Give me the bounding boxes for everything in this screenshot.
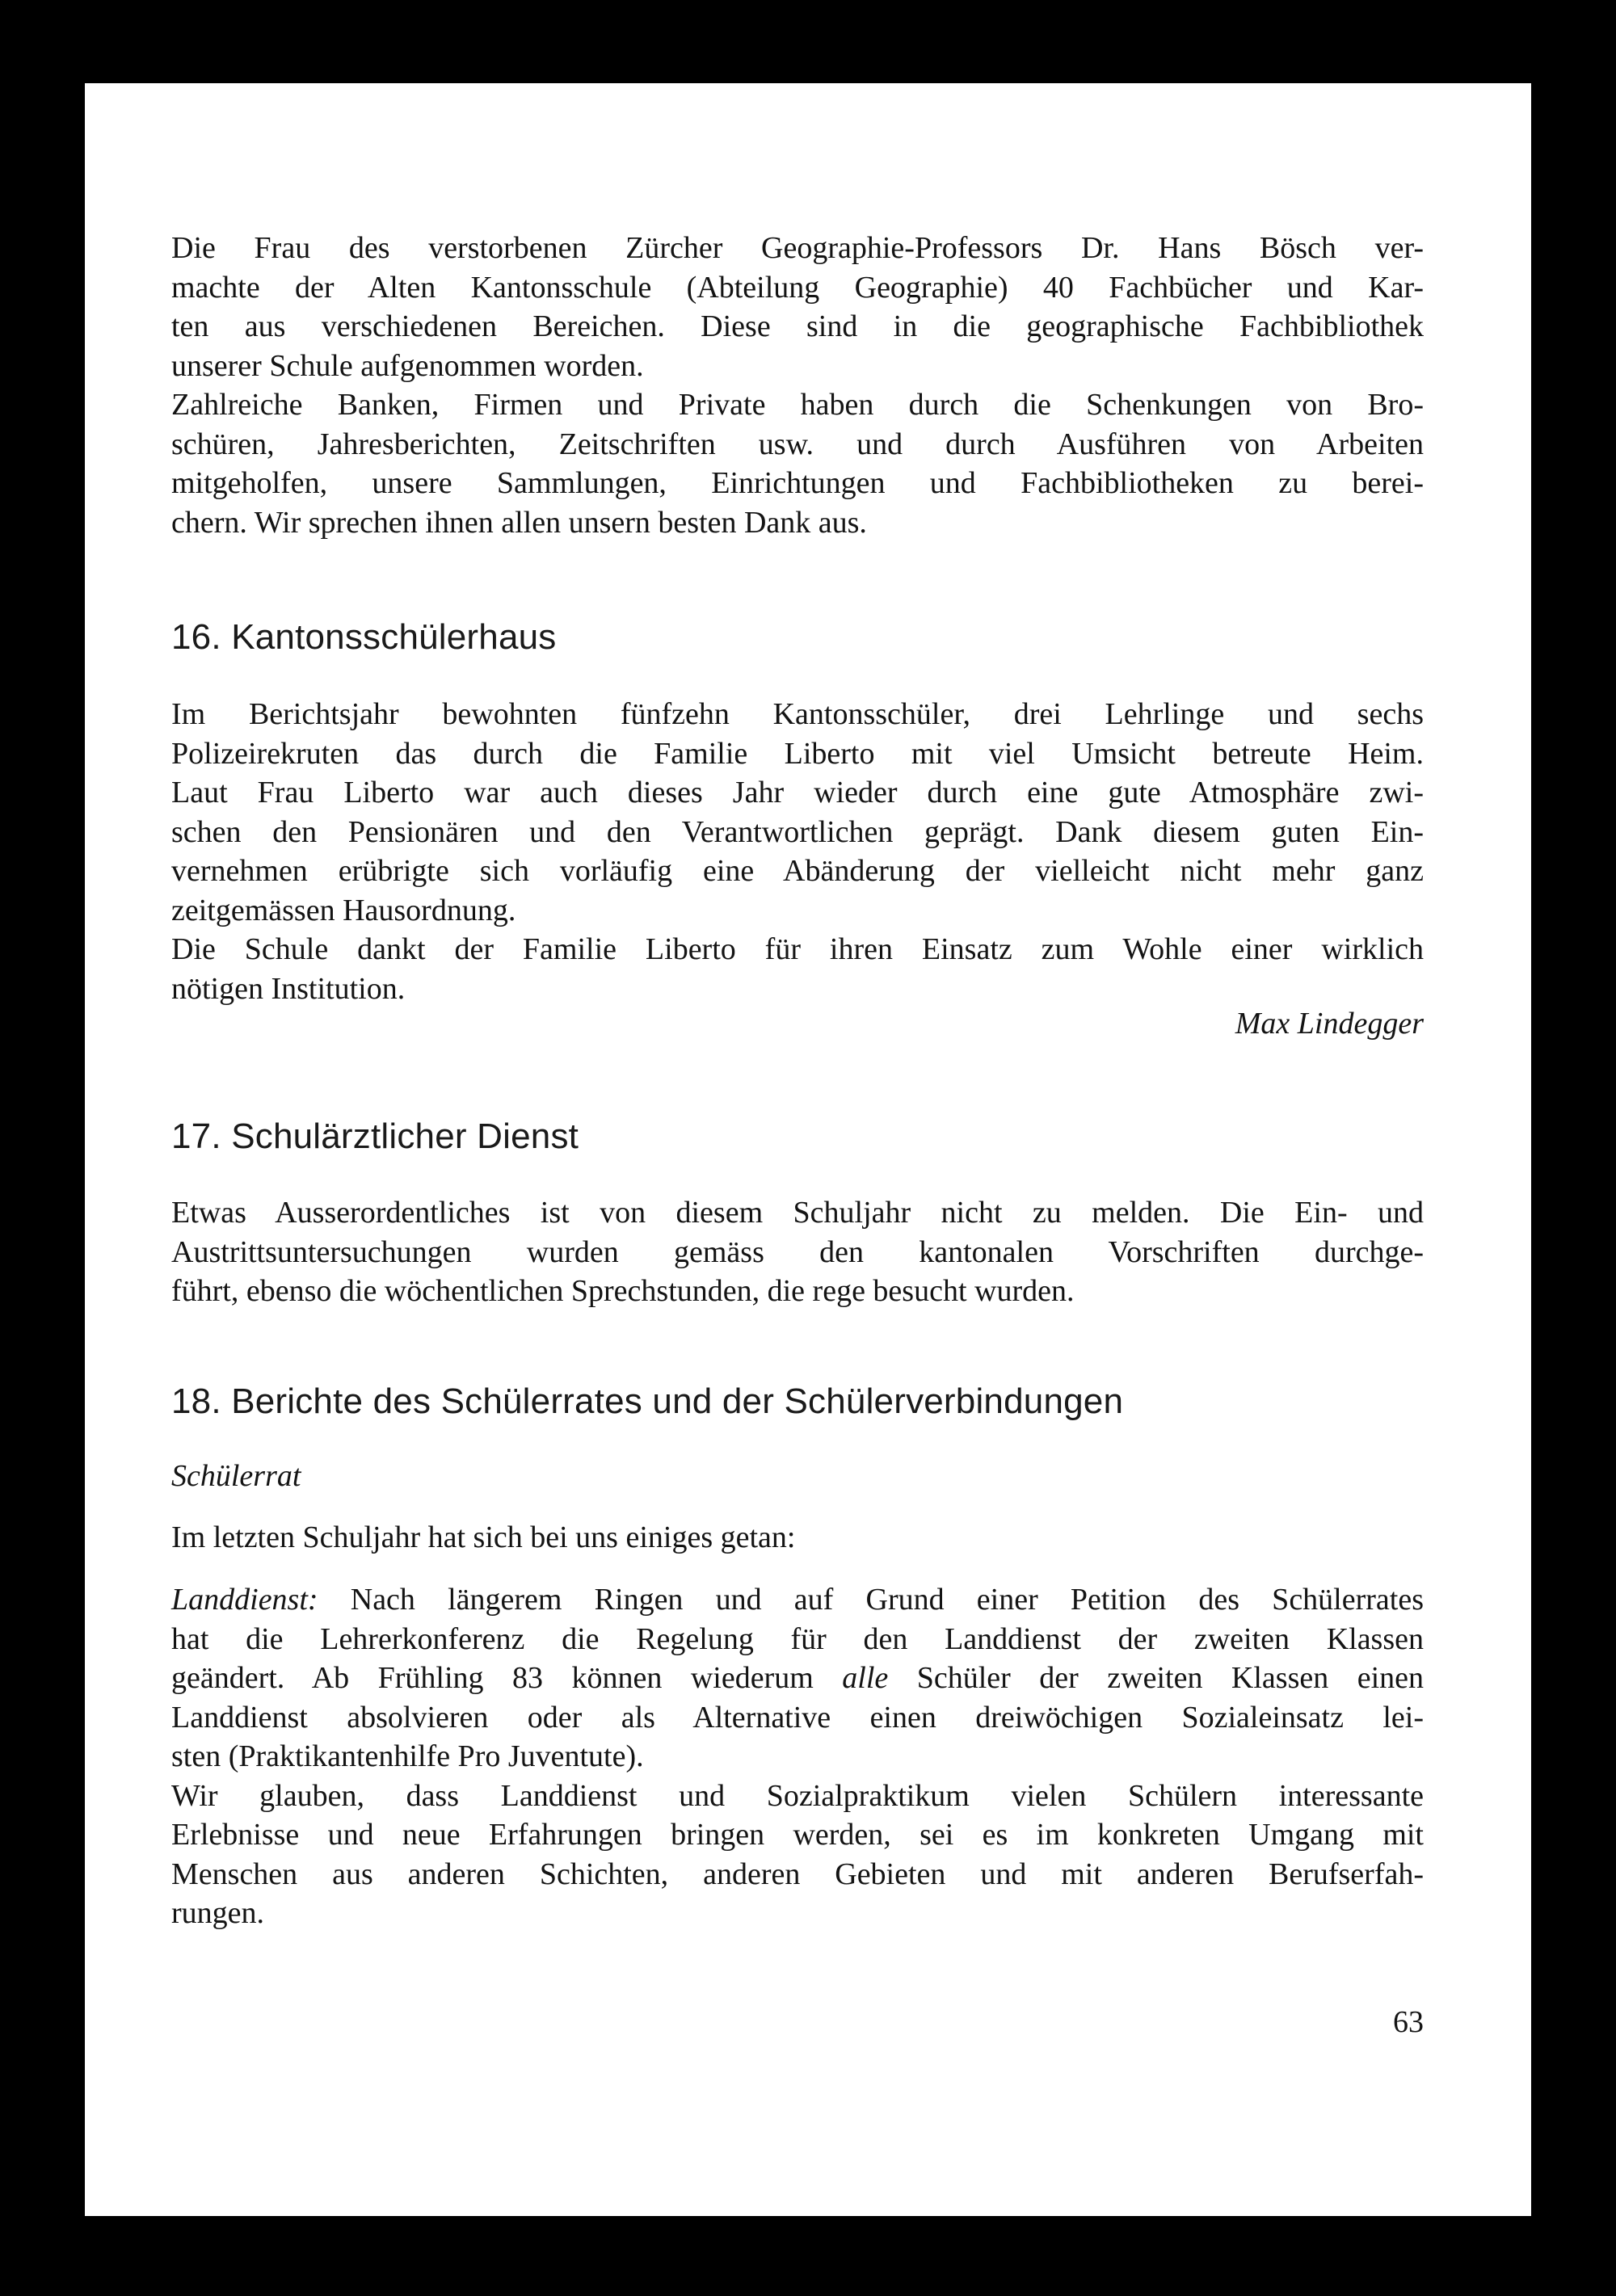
signature-max-lindegger: Max Lindegger <box>1235 1007 1424 1041</box>
text-line: Austrittsuntersuchungen wurden gemäss den kantonalen Vorschriften durchge- <box>171 1234 1424 1269</box>
text-line: Im Berichtsjahr bewohnten fünfzehn Kantonsschüler, drei Lehrlinge und sechs <box>171 697 1424 731</box>
text-segment: Nach längerem Ringen und auf Grund einer Petition des Schülerrates <box>350 1583 1424 1617</box>
text-line <box>171 1580 1424 1620</box>
section-16-heading: 16. Kantonsschülerhaus <box>171 617 557 657</box>
page-number: 63 <box>1393 2005 1424 2039</box>
text-line: Polizeirekruten das durch die Familie Liberto mit viel Umsicht betreute Heim. <box>171 736 1424 771</box>
text-line: vernehmen erübrigte sich vorläufig eine Abänderung der vielleicht nicht mehr ganz <box>171 854 1424 888</box>
landdienst-paragraph <box>171 1580 1424 1933</box>
text-line: machte der Alten Kantonsschule (Abteilung Geographie) 40 Fachbücher und Kar- <box>171 270 1424 305</box>
document-page <box>85 83 1531 2216</box>
section-17-heading: 17. Schulärztlicher Dienst <box>171 1116 579 1156</box>
text-line: mitgeholfen, unsere Sammlungen, Einrichtungen und Fachbibliotheken zu berei- <box>171 466 1424 500</box>
text-line: Erlebnisse und neue Erfahrungen bringen werden, sei es im konkreten Umgang mit <box>171 1818 1424 1852</box>
text-line: Menschen aus anderen Schichten, anderen Gebieten und mit anderen Berufserfah- <box>171 1857 1424 1891</box>
section-17-body <box>171 1193 1424 1311</box>
text-line: Zahlreiche Banken, Firmen und Private haben durch die Schenkungen von Bro- <box>171 388 1424 422</box>
text-line: ten aus verschiedenen Bereichen. Diese sind in die geographische Fachbibliothek <box>171 309 1424 343</box>
text-line: schüren, Jahresberichten, Zeitschriften usw. und durch Ausführen von Arbeiten <box>171 427 1424 461</box>
text-line: Landdienst absolvieren oder als Alternative einen dreiwöchigen Sozialeinsatz lei- <box>171 1700 1424 1735</box>
text-line: Wir glauben, dass Landdienst und Sozialpraktikum vielen Schülern interessante <box>171 1778 1424 1813</box>
landdienst-label: Landdienst: <box>171 1583 318 1617</box>
text-line: hat die Lehrerkonferenz die Regelung für den Landdienst der zweiten Klassen <box>171 1621 1424 1656</box>
text-line: Etwas Ausserordentliches ist von diesem Schuljahr nicht zu melden. Die Ein- und <box>171 1196 1424 1230</box>
text-line <box>171 1659 1424 1698</box>
section-18-heading: 18. Berichte des Schülerrates und der Schülerverbindungen <box>171 1381 1124 1421</box>
text-segment: Schüler der zweiten Klassen einen <box>916 1661 1425 1695</box>
text-line: Die Schule dankt der Familie Liberto für ihren Einsatz zum Wohle einer wirklich <box>171 932 1424 966</box>
text-segment: geändert. Ab Frühling 83 können wiederum <box>171 1661 814 1695</box>
text-line: chern. Wir sprechen ihnen allen unsern besten Dank aus. <box>171 505 867 540</box>
text-line: sten (Praktikantenhilfe Pro Juventute). <box>171 1739 644 1773</box>
text-line: rungen. <box>171 1896 265 1930</box>
section-16-body <box>171 695 1424 1008</box>
intro-paragraphs <box>171 229 1424 542</box>
schuelerrat-intro <box>171 1518 1424 1558</box>
emphasis-alle: alle <box>842 1661 889 1695</box>
text-line: Laut Frau Liberto war auch dieses Jahr wieder durch eine gute Atmosphäre zwi- <box>171 776 1424 809</box>
text-line: Im letzten Schuljahr hat sich bei uns einiges getan: <box>171 1520 796 1554</box>
text-line: zeitgemässen Hausordnung. <box>171 893 516 927</box>
text-line: nötigen Institution. <box>171 971 406 1006</box>
text-line: führt, ebenso die wöchentlichen Sprechstunden, die rege besucht wurden. <box>171 1274 1075 1308</box>
subheading-schuelerrat: Schülerrat <box>171 1459 301 1493</box>
text-line: Die Frau des verstorbenen Zürcher Geographie-Professors Dr. Hans Bösch ver- <box>171 231 1424 265</box>
text-line: schen den Pensionären und den Verantwortlichen geprägt. Dank diesem guten Ein- <box>171 814 1424 849</box>
text-line: unserer Schule aufgenommen worden. <box>171 348 644 383</box>
